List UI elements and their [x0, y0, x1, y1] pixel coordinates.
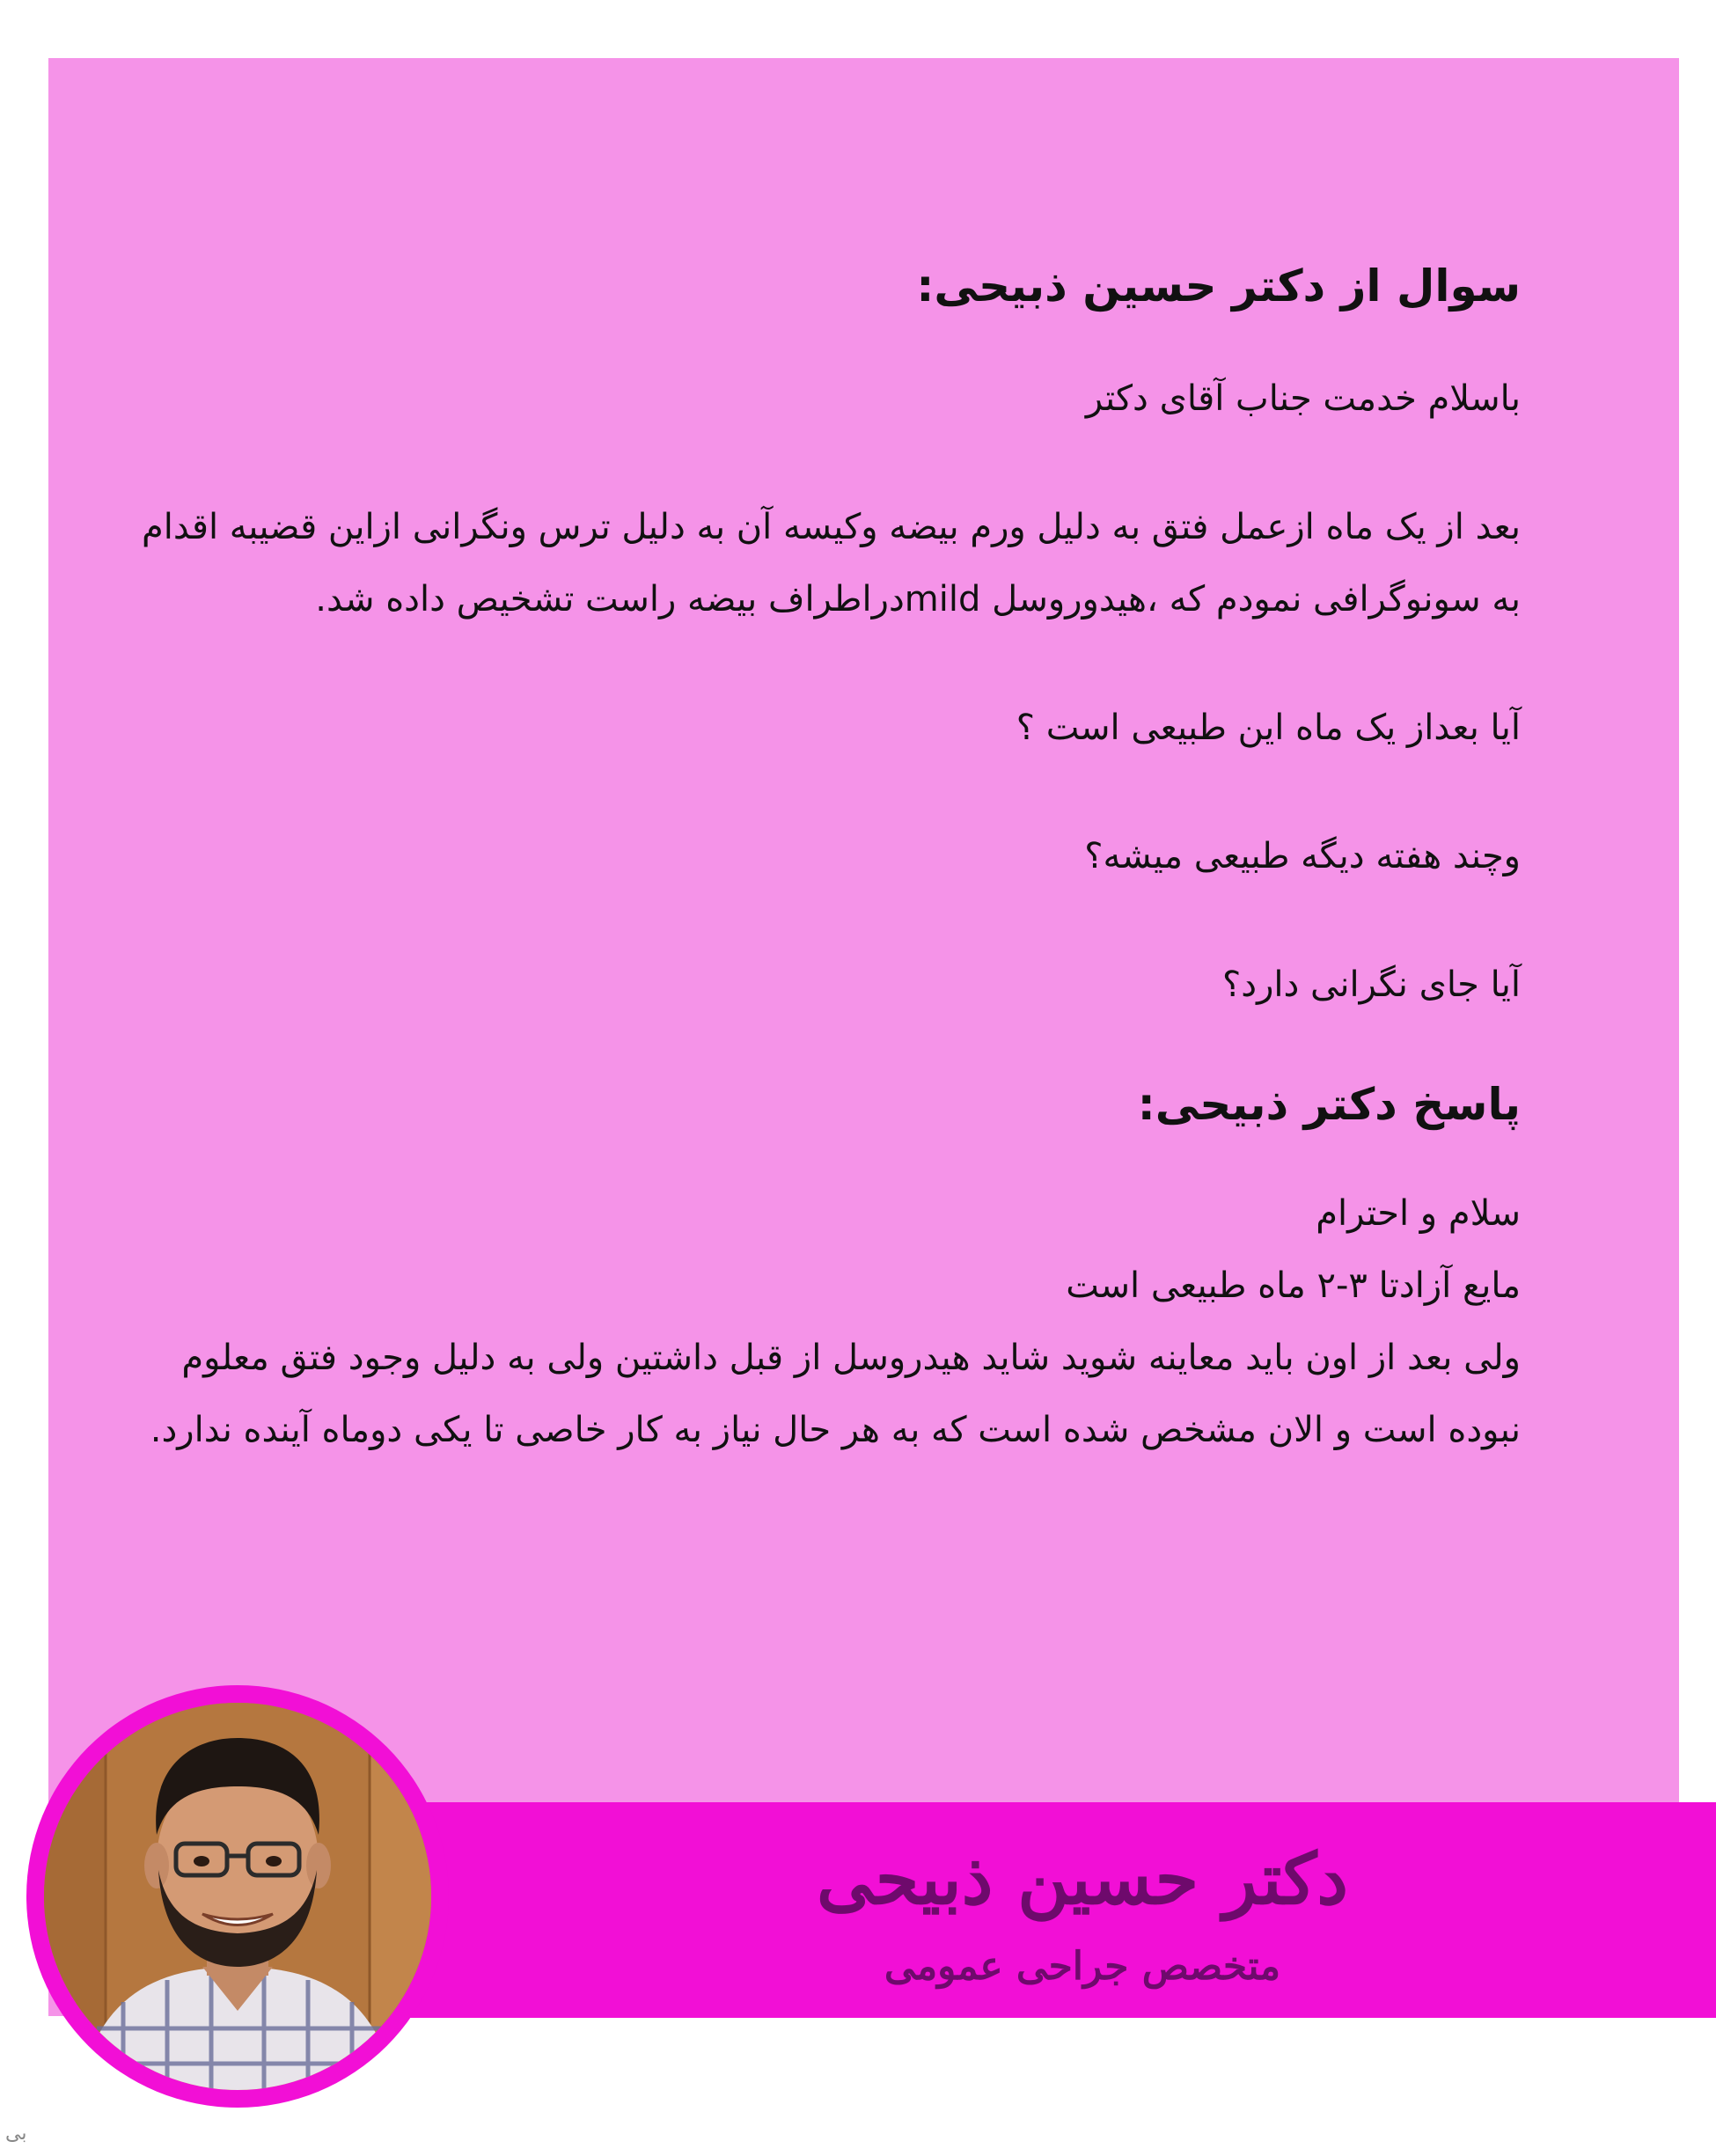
- doctor-portrait-illustration: [44, 1703, 431, 2090]
- doctor-name: دکتر حسین ذبیحی: [817, 1837, 1348, 1920]
- question-greeting: باسلام خدمت جناب آقای دکتر: [1085, 378, 1521, 419]
- answer-greeting: سلام و احترام: [1316, 1193, 1521, 1234]
- question-heading: سوال از دکتر حسین ذبیحی:: [916, 260, 1521, 312]
- answer-heading: پاسخ دکتر ذبیحی:: [1137, 1079, 1521, 1130]
- answer-line-3: ولی بعد از اون باید معاینه شوید شاید هیدروسل از قبل داشتین ولی به دلیل وجود فتق معلوم نبوده است و الان مشخص شده است که به هر حال نیاز به کار خاصی تا یکی دوماه آینده ندارد.: [150, 1338, 1521, 1450]
- answer-line-2: مایع آزادتا ۳-۲ ماه طبیعی است: [1066, 1265, 1521, 1306]
- doctor-specialty: متخصص جراحی عمومی: [884, 1944, 1281, 1989]
- question-item-1: آیا بعداز یک ماه این طبیعی است ؟: [1016, 708, 1521, 748]
- doctor-avatar: [44, 1703, 431, 2090]
- question-body: بعد از یک ماه ازعمل فتق به دلیل ورم بیضه وکیسه آن به دلیل ترس ونگرانی ازاین قضیبه اقدام به سونوگرافی نمودم که ،هیدوروسل mildدراطراف بیضه راست تشخیص داده شد.: [141, 507, 1521, 620]
- question-item-3: آیا جای نگرانی دارد؟: [1222, 964, 1521, 1005]
- qa-content: [132, 246, 1521, 1466]
- question-item-2: وچند هفته دیگه طبیعی میشه؟: [1084, 836, 1521, 876]
- corner-watermark: ﺑﯽ: [5, 2123, 27, 2145]
